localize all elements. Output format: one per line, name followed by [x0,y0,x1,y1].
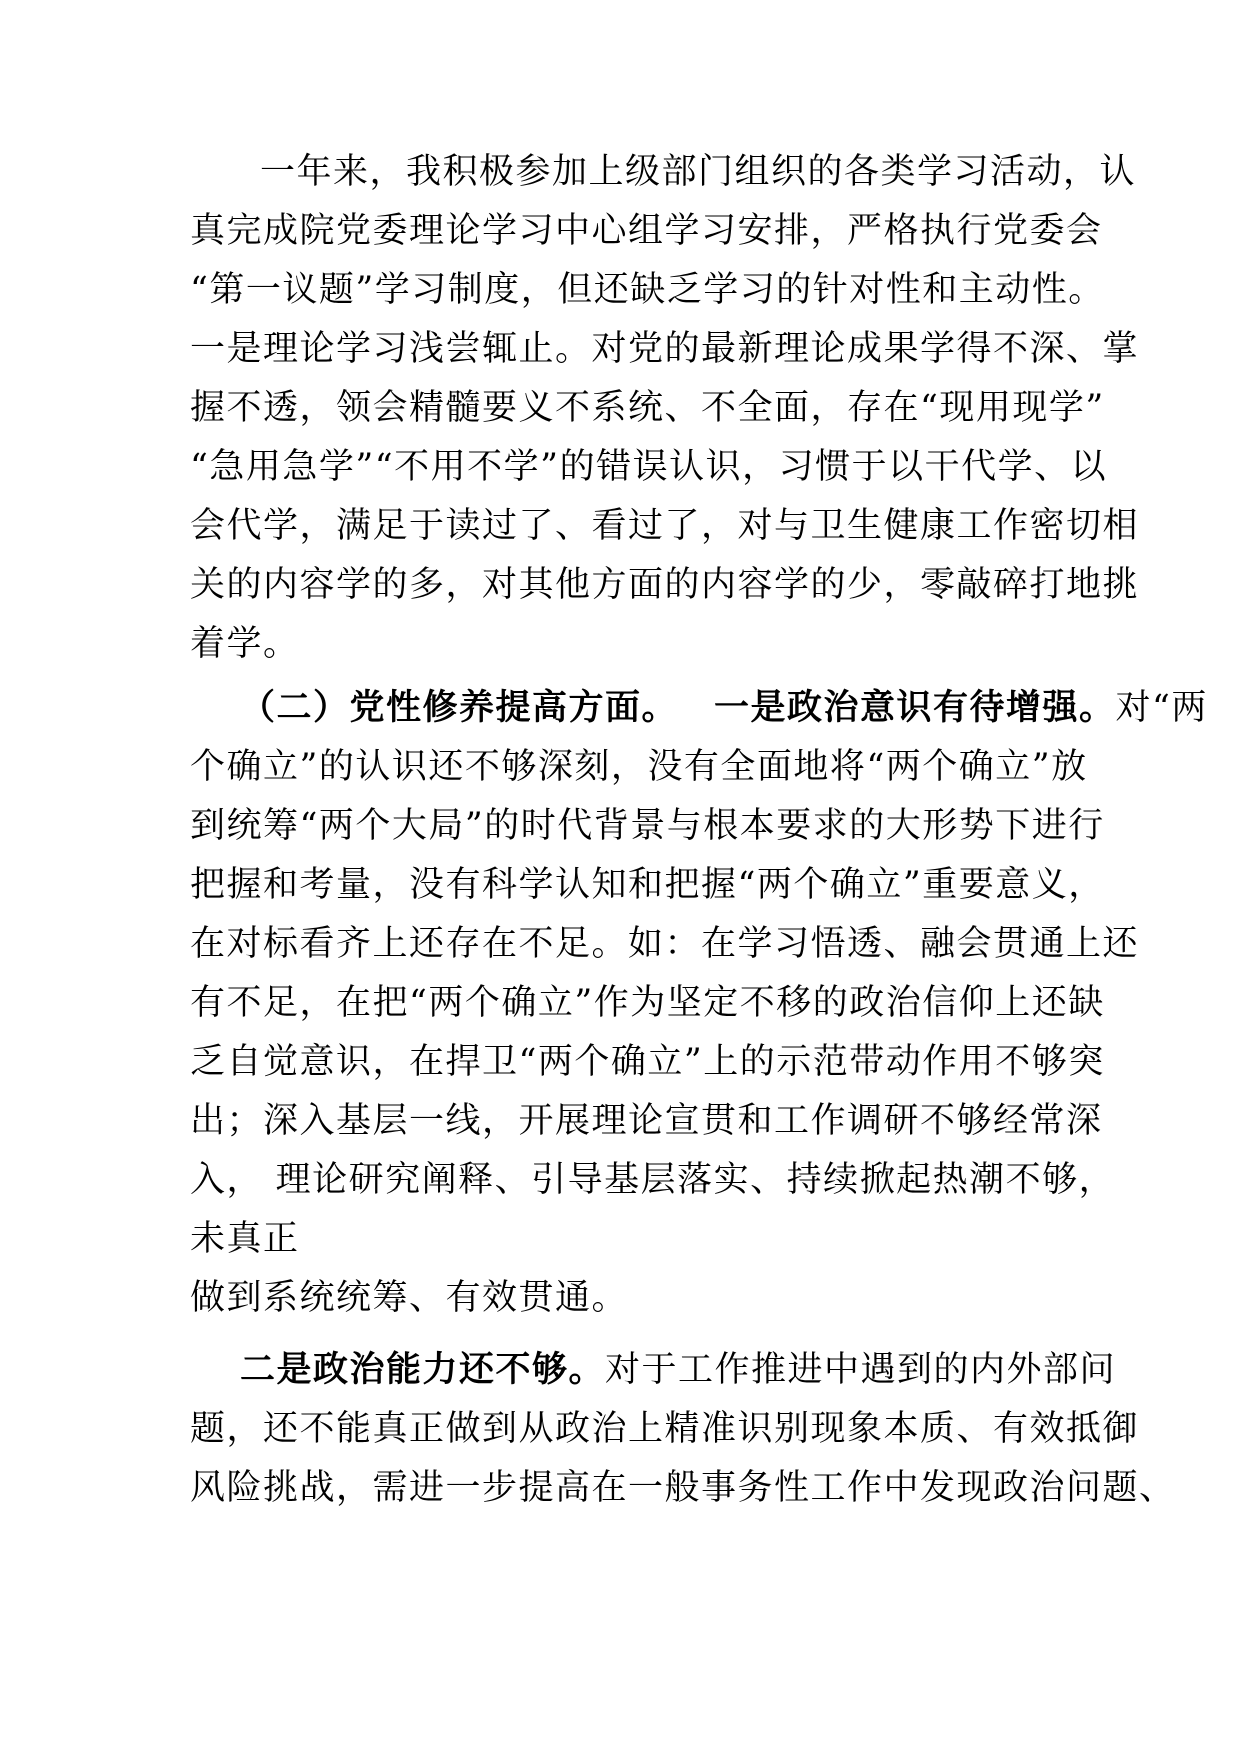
paragraph-1-line-8: 关的内容学的多，对其他方面的内容学的少，零敲碎打地挑 [190,565,1140,605]
paragraph-2-line-3: 到统筹“两个大局”的时代背景与根本要求的大形势下进行 [190,806,1105,846]
paragraph-1-line-6: “急用急学”“不用不学”的错误认识，习惯于以干代学、以 [190,447,1108,487]
section-subheading: 一是政治意识有待增强。 [714,687,1116,728]
paragraph-2-line-10: 未真正 [190,1219,300,1259]
paragraph-3-line-1-tail: 对于工作推进中遇到的内外部问 [605,1350,1117,1390]
paragraph-2-line-1 [240,688,1208,728]
paragraph-2-line-8: 出；深入基层一线，开展理论宣贯和工作调研不够经常深 [190,1101,1103,1141]
paragraph-2-line-2: 个确立”的认识还不够深刻，没有全面地将“两个确立”放 [190,747,1088,787]
paragraph-2-line-1-tail: 对“两 [1115,688,1208,728]
paragraph-3-line-3: 风险挑战，需进一步提高在一般事务性工作中发现政治问题、 [190,1468,1176,1508]
paragraph-2-line-9: 入， 理论研究阐释、引导基层落实、持续掀起热潮不够， [190,1160,1116,1200]
section-heading: （二）党性修养提高方面。 [240,687,679,728]
paragraph-1-line-7: 会代学，满足于读过了、看过了，对与卫生健康工作密切相 [190,506,1140,546]
paragraph-2-line-7: 乏自觉意识，在捍卫“两个确立”上的示范带动作用不够突 [190,1042,1105,1082]
paragraph-1-line-5: 握不透，领会精髓要义不系统、不全面，存在“现用现学” [190,388,1105,428]
paragraph-1-line-3: “第一议题”学习制度，但还缺乏学习的针对性和主动性。 [190,270,1105,310]
paragraph-1-line-1: 一年来，我积极参加上级部门组织的各类学习活动，认 [260,152,1137,192]
paragraph-1-line-2: 真完成院党委理论学习中心组学习安排，严格执行党委会 [190,211,1103,251]
paragraph-1-line-4: 一是理论学习浅尝辄止。对党的最新理论成果学得不深、掌 [190,329,1140,369]
paragraph-2-line-11: 做到系统统筹、有效贯通。 [190,1278,629,1318]
paragraph-2-line-6: 有不足，在把“两个确立”作为坚定不移的政治信仰上还缺 [190,983,1105,1023]
paragraph-1-line-9: 着学。 [190,624,300,664]
paragraph-3-heading: 二是政治能力还不够。 [240,1349,606,1390]
paragraph-2-line-5: 在对标看齐上还存在不足。如：在学习悟透、融会贯通上还 [190,924,1140,964]
paragraph-3-line-2: 题，还不能真正做到从政治上精准识别现象本质、有效抵御 [190,1409,1140,1449]
paragraph-3-line-1 [240,1350,1116,1390]
paragraph-2-line-4: 把握和考量，没有科学认知和把握“两个确立”重要意义， [190,865,1105,905]
